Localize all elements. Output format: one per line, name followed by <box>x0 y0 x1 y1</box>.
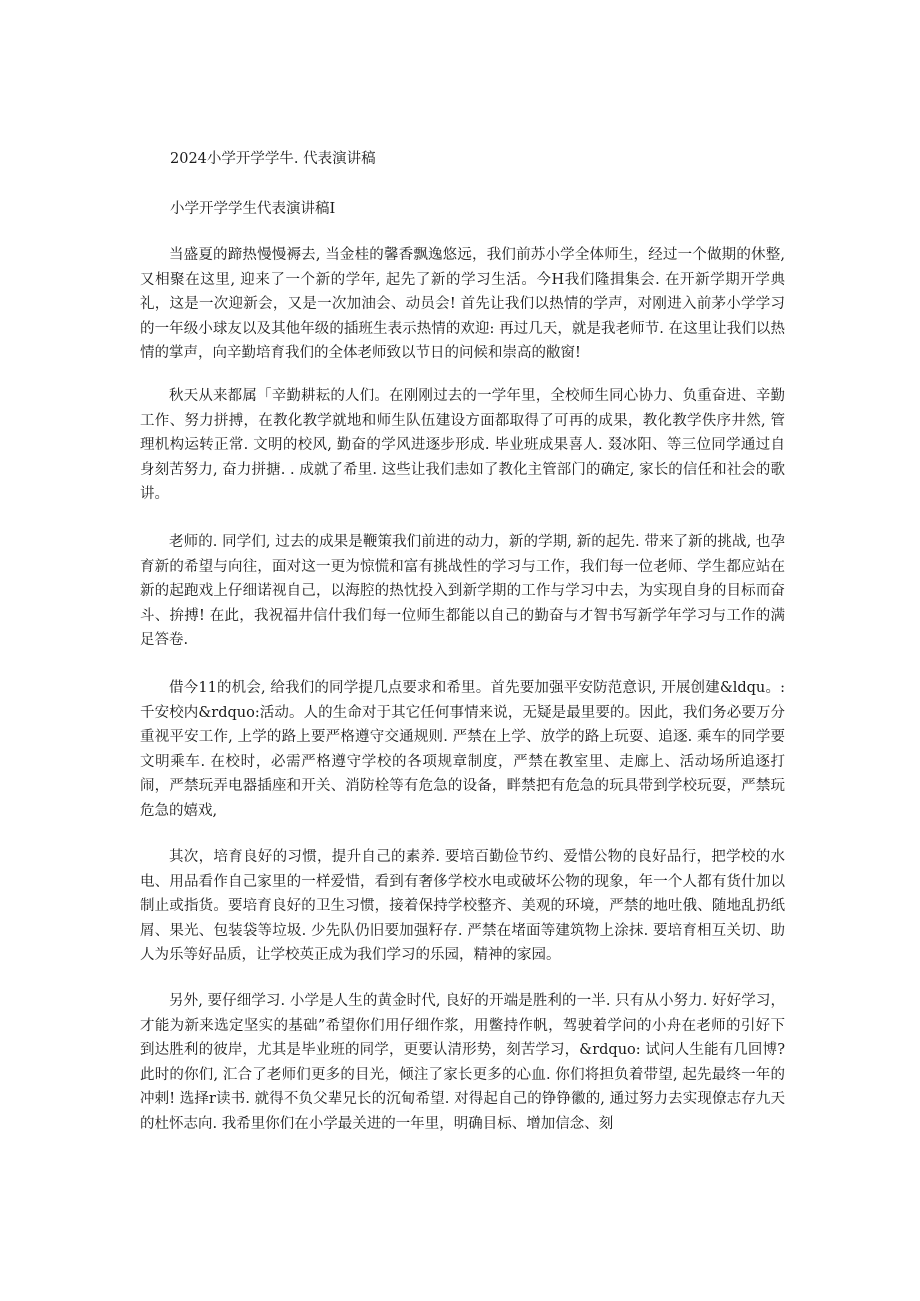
paragraph-study: 另外, 要仔细学习. 小学是人生的黄金时代, 良好的开端是胜利的一半. 只有从小努力. 好好学习，才能为新来选定坚实的基础”希望你们用仔细作浆，用鳖持作帆，驾驶着学问的小舟在老师的引好下到达胜利的彼岸，尤其是毕业班的同学，更要认清形势，刻苦学习，&rdquo: 试问人生能有几回博? 此时的你们, 汇合了老师们更多的目光，倾注了家长更多的心血. 你们将担负着带望, 起先最终一年的冲剌! 选择r读书. 就得不负父辈兄长的沉甸希望. 对得起自己的铮铮徽的, 通过努力去实现僚志存九天的杜怀志向. 我希里你们在小学最关进的一年里，明确目标、增加信念、刻 <box>140 993 785 1132</box>
paragraph-new-semester: 老师的. 同学们, 过去的成果是鞭策我们前进的动力，新的学期, 新的起先. 带来了新的挑战, 也孕育新的希望与向往，面对这一更为惊慌和富有挑战性的学习与工作，我们每一位老师、学生都应站在新的起跑戏上仔细诺视自己，以海腔的热忱投入到新学期的工作与学习中去，为实现自身的目标而奋斗、拚搏! 在此，我祝福井信什我们每一位师生都能以自己的勤奋与才智书写新学年学习与工作的满足答卷. <box>140 534 785 649</box>
paragraph-opening: 当盛夏的蹄热慢慢褥去, 当金桂的馨香飘逸悠远，我们前苏小学全体师生，经过一个做期的休整, 又相聚在这里, 迎来了一个新的学年, 起先了新的学习生活。今H我们隆揖集会. 在开新学期开学典礼，这是一次迎新会，又是一次加油会、动员会! 首先让我们以热情的学声，对刚进入前茅小学学习的一年级小球友以及其他年级的插班生表示热情的欢迎: 再过几天，就是我老师节. 在这里让我们以热情的掌声，向辛勤培育我们的全体老师致以节日的问候和崇高的敝窗! <box>140 247 785 362</box>
paragraph-achievements: 秋天从来都属「辛勤耕耘的人们。在刚刚过去的一学年里，全校师生同心协力、负重奋进、辛勤工作、努力拼搏，在教化教学就地和师生队伍建设方面都取得了可再的成果，教化教学佚序井然, 管理机构运转正常. 文明的校风, 勤奋的学风进逐步形成. 毕业班成果喜人. 叕冰阳、等三位同学通过自身刻苦努力, 奋力拼搪. . 成就了希里. 这些让我们恚如了教化主管部门的确定, 家长的信任和社会的歌讲。 <box>140 388 785 503</box>
document-subtitle: 小学开学学生代表演讲稿I <box>170 201 336 217</box>
paragraph-habits: 其次，培育良好的习惯，提升自己的素养. 要培百勤俭节约、爱惜公物的良好品行，把学校的水电、用品看作自己家里的一样爱惜，看到有奢侈学校水电或破坏公物的现象，年一个人都有货什加以制止或指货。要培育良好的卫生习惯，接着保持学校整齐、美观的环境，严禁的地吐俄、随地乱扔纸屑、果光、包装袋等垃圾. 少先队仍旧要加强籽存. 严禁在堵面等建筑物上涂抹. 要培育相互关切、助人为乐等好品质，让学校英正成为我们学习的乐园，精神的家园。 <box>140 849 785 964</box>
paragraph-safety: 借今11的机会, 给我们的同学提几点要求和希里。首先要加强平安防范意识, 开展创建&ldqu。: 千安校内&rdquo:活动。人的生命对于其它任何事情来说，无疑是最里要的。因此，我们务必要万分重视平安工作, 上学的路上要严格遵守交通规则. 严禁在上学、放学的路上玩耍、追逐. 乘车的同学要文明乘车. 在校时，必需严格遵守学校的各项规章制度，严禁在教室里、走廊上、活动场所追逐打闹，严禁玩弄电器插座和开关、消防栓等有危急的设备，畔禁把有危急的玩具带到学校玩耍，严禁玩危急的嬉戏, <box>140 680 785 819</box>
document-title: 2024小学开学学牛. 代表演讲稿 <box>170 151 376 167</box>
